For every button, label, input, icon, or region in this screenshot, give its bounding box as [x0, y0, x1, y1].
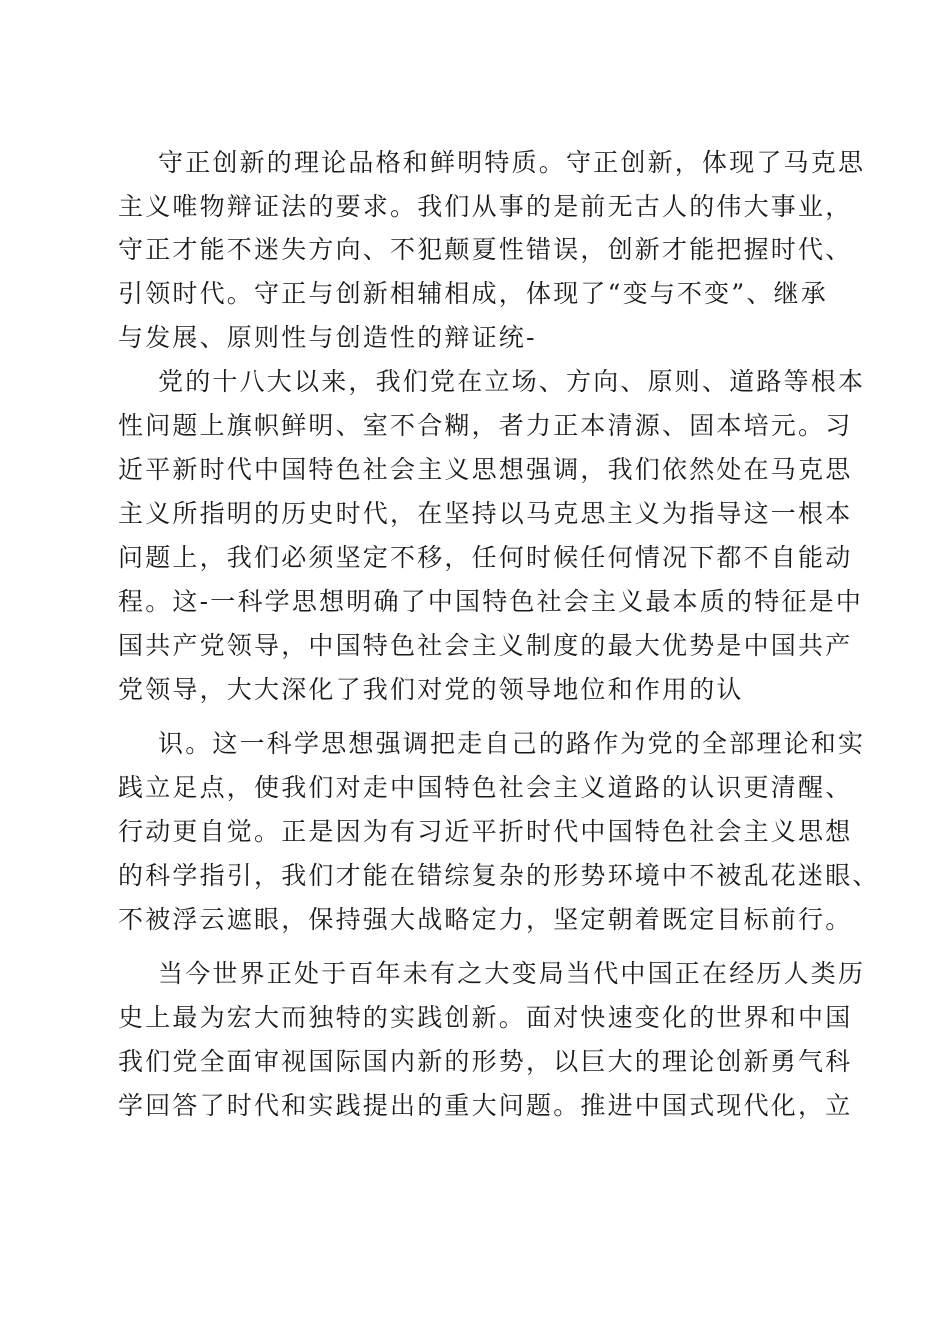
text-line: 行动更自觉。正是因为有习近平折时代中国特色社会主义思想	[118, 817, 853, 846]
text-line: 程。这-一科学思想明确了中国特色社会主义最本质的特征是中	[118, 587, 864, 616]
text-line: 我们党全面审视国际国内新的形势，以巨大的理论创新勇气科	[118, 1047, 853, 1076]
text-line: 引领时代。守正与创新相辅相成，体现了“变与不变”、继承	[118, 279, 828, 308]
text-line: 问题上，我们必须坚定不移，任何时候任何情况下都不自能动	[118, 543, 853, 572]
text-line: 当今世界正处于百年未有之大变局当代中国正在经历人类历	[158, 959, 866, 988]
text-line: 与发展、原则性与创造性的辩证统-	[118, 323, 537, 352]
text-line: 近平新时代中国特色社会主义思想强调，我们依然处在马克思	[118, 455, 853, 484]
text-line: 守正才能不迷失方向、不犯颠夏性错误，创新才能把握时代、	[118, 235, 853, 264]
text-line: 践立足点，使我们对走中国特色社会主义道路的认识更清醒、	[118, 773, 853, 802]
text-line: 性问题上旗帜鲜明、室不合糊，者力正本清源、固本培元。习	[118, 411, 853, 440]
text-line: 识。这一科学思想强调把走自己的路作为党的全部理论和实	[158, 729, 866, 758]
text-line: 国共产党领导，中国特色社会主义制度的最大优势是中国共产	[118, 631, 853, 660]
text-line: 党领导，大大深化了我们对党的领导地位和作用的认	[118, 675, 744, 704]
text-line: 主义所指明的历史时代，在坚持以马克思主义为指导这一根本	[118, 499, 853, 528]
text-line: 主义唯物辩证法的要求。我们从事的是前无古人的伟大事业，	[118, 192, 853, 221]
text-line: 党的十八大以来，我们党在立场、方向、原则、道路等根本	[158, 367, 866, 396]
text-line: 不被浮云遮眼，保持强大战略定力，坚定朝着既定目标前行。	[118, 905, 853, 934]
text-line: 学回答了时代和实践提出的重大问题。推进中国式现代化，立	[118, 1091, 853, 1120]
text-line: 史上最为宏大而独特的实践创新。面对快速变化的世界和中国	[118, 1003, 853, 1032]
text-line: 的科学指引，我们才能在错综复杂的形势环境中不被乱花迷眼、	[118, 861, 880, 890]
text-line: 守正创新的理论品格和鲜明特质。守正创新，体现了马克思	[158, 148, 866, 177]
